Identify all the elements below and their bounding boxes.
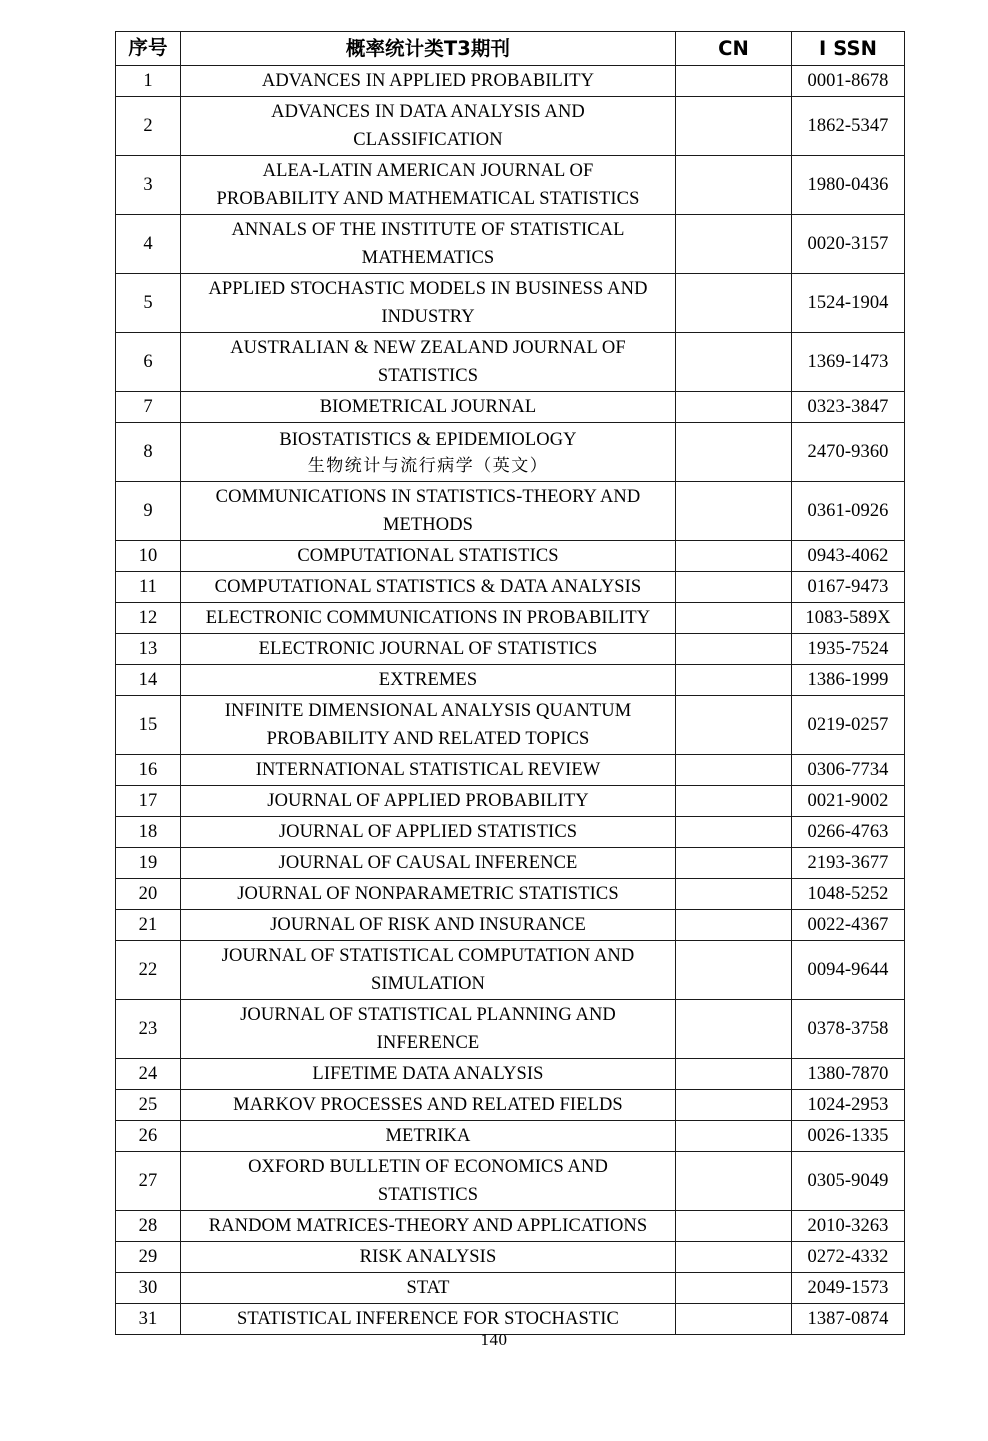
cell-journal-title	[181, 156, 676, 215]
cell-sequence: 13	[116, 634, 181, 665]
cell-issn: 2193-3677	[792, 848, 905, 879]
cell-issn: 1524-1904	[792, 274, 905, 333]
table-row	[116, 215, 905, 274]
cell-cn	[676, 66, 792, 97]
journal-title-line: AUSTRALIAN & NEW ZEALAND JOURNAL OF	[230, 337, 626, 358]
cell-journal-title	[181, 879, 676, 910]
cell-issn: 0943-4062	[792, 541, 905, 572]
cell-journal-title	[181, 97, 676, 156]
table-row	[116, 392, 905, 423]
column-header-title: 概率统计类T3期刊	[181, 32, 676, 66]
journal-title-line: JOURNAL OF APPLIED PROBABILITY	[267, 790, 589, 811]
cell-journal-title	[181, 1121, 676, 1152]
cell-cn	[676, 392, 792, 423]
journal-title-line: LIFETIME DATA ANALYSIS	[312, 1063, 544, 1084]
cell-sequence: 24	[116, 1059, 181, 1090]
cell-sequence: 25	[116, 1090, 181, 1121]
cell-sequence: 1	[116, 66, 181, 97]
cell-journal-title	[181, 215, 676, 274]
cell-sequence: 10	[116, 541, 181, 572]
cell-journal-title	[181, 910, 676, 941]
cell-issn: 0167-9473	[792, 572, 905, 603]
cell-journal-title	[181, 848, 676, 879]
table-row	[116, 482, 905, 541]
cell-sequence: 2	[116, 97, 181, 156]
journal-title-line: JOURNAL OF STATISTICAL COMPUTATION AND	[221, 945, 635, 966]
journal-title-line: MARKOV PROCESSES AND RELATED FIELDS	[233, 1094, 623, 1115]
cell-sequence: 9	[116, 482, 181, 541]
journal-title-line: MATHEMATICS	[361, 248, 495, 268]
journal-title-line: ELECTRONIC COMMUNICATIONS IN PROBABILITY	[205, 607, 651, 628]
cell-issn: 1935-7524	[792, 634, 905, 665]
cell-sequence: 23	[116, 1000, 181, 1059]
cell-sequence: 26	[116, 1121, 181, 1152]
cell-issn: 1862-5347	[792, 97, 905, 156]
cell-issn: 0020-3157	[792, 215, 905, 274]
journal-title-line: ADVANCES IN APPLIED PROBABILITY	[261, 70, 595, 91]
journal-title-line: JOURNAL OF APPLIED STATISTICS	[278, 821, 578, 842]
journal-title-line: ADVANCES IN DATA ANALYSIS AND	[271, 101, 585, 122]
table-row	[116, 97, 905, 156]
cell-cn	[676, 879, 792, 910]
cell-sequence: 27	[116, 1152, 181, 1211]
cell-issn: 1369-1473	[792, 333, 905, 392]
cell-cn	[676, 215, 792, 274]
cell-journal-title	[181, 541, 676, 572]
table-row	[116, 423, 905, 482]
cell-journal-title	[181, 755, 676, 786]
cell-issn: 0219-0257	[792, 696, 905, 755]
cell-issn: 0094-9644	[792, 941, 905, 1000]
cell-sequence: 29	[116, 1242, 181, 1273]
journal-title-line: APPLIED STOCHASTIC MODELS IN BUSINESS AND	[208, 278, 648, 299]
cell-issn: 0001-8678	[792, 66, 905, 97]
cell-cn	[676, 665, 792, 696]
journal-title-line: BIOSTATISTICS & EPIDEMIOLOGY	[279, 429, 577, 450]
cell-sequence: 3	[116, 156, 181, 215]
cell-sequence: 20	[116, 879, 181, 910]
cell-cn	[676, 1059, 792, 1090]
cell-issn: 0306-7734	[792, 755, 905, 786]
table-row	[116, 1273, 905, 1304]
cell-journal-title	[181, 696, 676, 755]
column-header-issn: I SSN	[792, 32, 905, 66]
table-row	[116, 1211, 905, 1242]
cell-cn	[676, 156, 792, 215]
cell-cn	[676, 1121, 792, 1152]
journal-title-line: STAT	[406, 1277, 450, 1298]
journal-title-line: JOURNAL OF STATISTICAL PLANNING AND	[240, 1004, 616, 1025]
cell-journal-title	[181, 634, 676, 665]
cell-journal-title	[181, 333, 676, 392]
cell-sequence: 31	[116, 1304, 181, 1335]
journal-title-line: COMMUNICATIONS IN STATISTICS-THEORY AND	[215, 486, 641, 507]
cell-sequence: 15	[116, 696, 181, 755]
cell-cn	[676, 1152, 792, 1211]
cell-sequence: 5	[116, 274, 181, 333]
journal-title-line: STATISTICAL INFERENCE FOR STOCHASTIC	[237, 1308, 619, 1329]
journal-title-line: PROBABILITY AND MATHEMATICAL STATISTICS	[216, 189, 640, 209]
cell-sequence: 22	[116, 941, 181, 1000]
cell-issn: 0021-9002	[792, 786, 905, 817]
cell-sequence: 6	[116, 333, 181, 392]
table-row	[116, 1090, 905, 1121]
cell-issn: 0323-3847	[792, 392, 905, 423]
journal-title-line: INTERNATIONAL STATISTICAL REVIEW	[255, 759, 601, 780]
cell-journal-title	[181, 1059, 676, 1090]
journal-title-line: INFINITE DIMENSIONAL ANALYSIS QUANTUM	[224, 700, 632, 721]
journal-title-line: STATISTICS	[377, 366, 479, 386]
cell-cn	[676, 482, 792, 541]
table-row	[116, 910, 905, 941]
table-row	[116, 1000, 905, 1059]
cell-issn: 0022-4367	[792, 910, 905, 941]
cell-cn	[676, 696, 792, 755]
table-row	[116, 786, 905, 817]
cell-cn	[676, 755, 792, 786]
cell-sequence: 8	[116, 423, 181, 482]
journal-title-line: ELECTRONIC JOURNAL OF STATISTICS	[258, 638, 598, 659]
cell-issn: 0361-0926	[792, 482, 905, 541]
cell-journal-title	[181, 603, 676, 634]
table-row	[116, 634, 905, 665]
cell-issn: 1387-0874	[792, 1304, 905, 1335]
cell-journal-title	[181, 66, 676, 97]
cell-journal-title	[181, 1000, 676, 1059]
cell-cn	[676, 423, 792, 482]
journal-title-chinese: 生物统计与流行病学（英文）	[307, 455, 549, 476]
journal-title-line: JOURNAL OF CAUSAL INFERENCE	[278, 852, 578, 873]
table-row	[116, 941, 905, 1000]
table-row	[116, 665, 905, 696]
column-header-cn: CN	[676, 32, 792, 66]
column-header-sequence: 序号	[116, 32, 181, 66]
cell-cn	[676, 603, 792, 634]
journal-title-line: SIMULATION	[370, 974, 486, 994]
cell-cn	[676, 848, 792, 879]
cell-journal-title	[181, 423, 676, 482]
cell-sequence: 16	[116, 755, 181, 786]
journal-title-line: INDUSTRY	[381, 307, 475, 327]
journal-title-line: JOURNAL OF NONPARAMETRIC STATISTICS	[237, 883, 619, 904]
journal-title-line: COMPUTATIONAL STATISTICS & DATA ANALYSIS	[214, 576, 642, 597]
journal-title-line: STATISTICS	[377, 1185, 479, 1205]
journal-title-line: INFERENCE	[376, 1033, 480, 1053]
journal-table	[115, 31, 905, 1335]
cell-sequence: 12	[116, 603, 181, 634]
cell-issn: 1083-589X	[792, 603, 905, 634]
table-row	[116, 1152, 905, 1211]
cell-journal-title	[181, 1211, 676, 1242]
cell-sequence: 11	[116, 572, 181, 603]
cell-issn: 0026-1335	[792, 1121, 905, 1152]
table-row	[116, 66, 905, 97]
cell-cn	[676, 941, 792, 1000]
cell-cn	[676, 1273, 792, 1304]
journal-title-line: RANDOM MATRICES-THEORY AND APPLICATIONS	[208, 1215, 648, 1236]
journal-title-line: ANNALS OF THE INSTITUTE OF STATISTICAL	[231, 219, 625, 240]
cell-journal-title	[181, 941, 676, 1000]
cell-journal-title	[181, 482, 676, 541]
journal-table-container	[115, 31, 904, 1335]
cell-issn: 1048-5252	[792, 879, 905, 910]
cell-cn	[676, 333, 792, 392]
journal-title-line: JOURNAL OF RISK AND INSURANCE	[270, 914, 586, 935]
cell-journal-title	[181, 1152, 676, 1211]
table-row	[116, 817, 905, 848]
cell-journal-title	[181, 1242, 676, 1273]
table-row	[116, 156, 905, 215]
journal-title-line: ALEA-LATIN AMERICAN JOURNAL OF	[262, 160, 594, 181]
table-row	[116, 572, 905, 603]
cell-issn: 2049-1573	[792, 1273, 905, 1304]
journal-title-line: CLASSIFICATION	[353, 130, 503, 150]
cell-sequence: 14	[116, 665, 181, 696]
journal-title-line: EXTREMES	[378, 669, 478, 690]
cell-sequence: 21	[116, 910, 181, 941]
journal-table-body	[116, 66, 905, 1335]
cell-journal-title	[181, 665, 676, 696]
cell-issn: 0272-4332	[792, 1242, 905, 1273]
cell-sequence: 30	[116, 1273, 181, 1304]
table-row	[116, 603, 905, 634]
cell-issn: 1386-1999	[792, 665, 905, 696]
cell-cn	[676, 817, 792, 848]
table-row	[116, 274, 905, 333]
cell-issn: 0305-9049	[792, 1152, 905, 1211]
cell-issn: 1380-7870	[792, 1059, 905, 1090]
cell-cn	[676, 1211, 792, 1242]
table-row	[116, 848, 905, 879]
journal-title-line: OXFORD BULLETIN OF ECONOMICS AND	[248, 1156, 608, 1177]
journal-title-line: METHODS	[382, 515, 474, 535]
journal-title-line: PROBABILITY AND RELATED TOPICS	[266, 729, 590, 749]
cell-journal-title	[181, 817, 676, 848]
cell-sequence: 19	[116, 848, 181, 879]
table-row	[116, 333, 905, 392]
cell-sequence: 7	[116, 392, 181, 423]
cell-cn	[676, 97, 792, 156]
cell-cn	[676, 1000, 792, 1059]
cell-sequence: 18	[116, 817, 181, 848]
cell-journal-title	[181, 572, 676, 603]
cell-cn	[676, 634, 792, 665]
cell-journal-title	[181, 786, 676, 817]
cell-journal-title	[181, 1273, 676, 1304]
cell-cn	[676, 541, 792, 572]
cell-journal-title	[181, 392, 676, 423]
cell-cn	[676, 1242, 792, 1273]
cell-sequence: 4	[116, 215, 181, 274]
journal-title-line: COMPUTATIONAL STATISTICS	[297, 545, 559, 566]
cell-sequence: 28	[116, 1211, 181, 1242]
journal-title-line: RISK ANALYSIS	[359, 1246, 497, 1267]
cell-cn	[676, 910, 792, 941]
cell-cn	[676, 786, 792, 817]
table-row	[116, 1059, 905, 1090]
table-row	[116, 696, 905, 755]
table-row	[116, 1121, 905, 1152]
table-row	[116, 755, 905, 786]
cell-issn: 2010-3263	[792, 1211, 905, 1242]
journal-title-line: BIOMETRICAL JOURNAL	[319, 396, 537, 417]
table-row	[116, 541, 905, 572]
cell-issn: 2470-9360	[792, 423, 905, 482]
cell-issn: 1980-0436	[792, 156, 905, 215]
table-row	[116, 1242, 905, 1273]
page-number: 140	[480, 1330, 508, 1349]
journal-title-line: METRIKA	[385, 1125, 471, 1146]
table-header-row	[116, 32, 905, 66]
cell-journal-title	[181, 1090, 676, 1121]
cell-issn: 0266-4763	[792, 817, 905, 848]
cell-issn: 1024-2953	[792, 1090, 905, 1121]
table-row	[116, 879, 905, 910]
cell-issn: 0378-3758	[792, 1000, 905, 1059]
cell-cn	[676, 1090, 792, 1121]
cell-sequence: 17	[116, 786, 181, 817]
cell-journal-title	[181, 274, 676, 333]
cell-cn	[676, 274, 792, 333]
cell-cn	[676, 572, 792, 603]
